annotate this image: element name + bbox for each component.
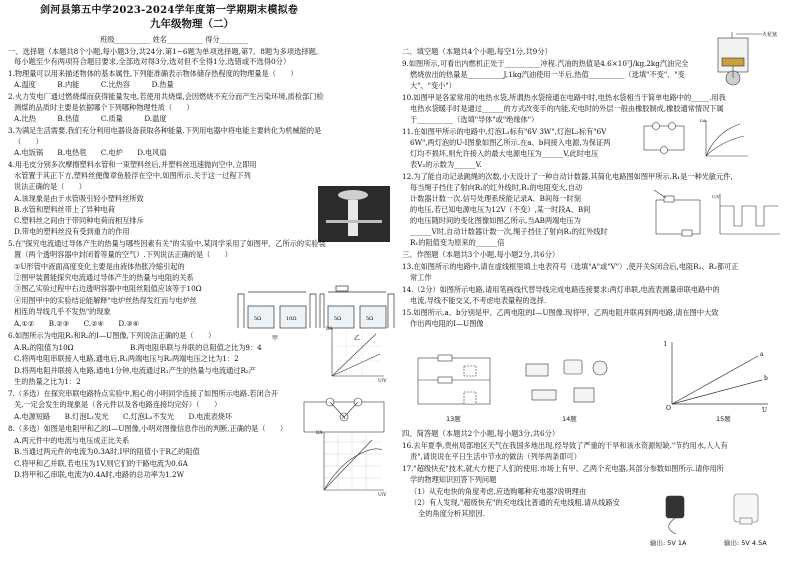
svg-text:U/V: U/V: [378, 379, 387, 384]
svg-text:I/A: I/A: [316, 431, 323, 436]
svg-text:a: a: [760, 351, 764, 358]
section-1-note: 每小题至少有两项符合题目要求,全部选对得3分,选对但不全得1分,选错或不选得0分）: [14, 57, 291, 66]
svg-text:I: I: [664, 341, 667, 348]
section-3-title: 三、作图题（本题共3个小题,每小题2分,共6分）: [402, 250, 560, 259]
question-12-cont4: 的电压随时间的变化图像如图乙所示,当AB两端电压为: [410, 216, 581, 225]
question-13-cont: 常工作: [410, 273, 432, 282]
charger-yi-figure: [722, 488, 772, 536]
question-5: 5.在"探究电流通过导体产生的热量与哪些因素有关"的实验中,某同学采用了如图甲、乙所示的实验装: [8, 239, 326, 248]
question-5-options: A.①② B.②③ C.②④ D.③④: [14, 319, 140, 328]
ui-graph-q11: [700, 118, 750, 162]
figure-label-yi: 乙: [354, 335, 361, 342]
svg-text:U/V: U/V: [378, 493, 387, 498]
voltage-time-graph-q12: [712, 192, 782, 242]
question-5-item-4: ④用图甲中的实验结论能解释"电炉丝热得发红而与电炉丝: [14, 296, 197, 305]
student-fields: 班级__________ 姓名__________ 得分________: [100, 35, 249, 44]
question-8-option-a: A.两元件中的电流与电压成正比关系: [14, 436, 130, 445]
question-9-cont2: 大"、"变小"）: [410, 81, 456, 90]
question-6-option-d: D.将两电阻并联接入电路,通电1分钟,电流通过R₁产生的热量与电流通过R₂产: [14, 366, 256, 375]
question-2: 2.火力发电厂通过燃烧煤而获得能量发电,若使用共烧煤,会因燃烧不充分而产生污染环境,质检部门检: [8, 92, 324, 101]
circuit-q13: [414, 352, 494, 410]
question-17-part-1: （1）从充电快的角度考虑,应选购哪种充电器?说明理由: [410, 487, 587, 496]
section-4-title: 四、简答题（本题共2个小题,每小题3分,共6分）: [402, 429, 560, 438]
question-11-cont: 6W",两灯泡的U-I图象如图乙所示.在a、b间接入电源,为保证两: [410, 138, 611, 147]
question-7-options: A.电源短路 B.灯泡L₁发光 C.灯泡L₂不发光 D.电流表烧坏: [14, 412, 233, 421]
question-16: 16.去年夏季,贵州局部地区天气在我国多地出现,经导致了严重的干旱和该水资源短缺."节约用水,人人有: [402, 441, 728, 450]
question-8-option-b: B.当通过两元件的电流为0.3A时,I甲的阻值小于R乙的阻值: [14, 447, 200, 456]
iu-graph-q8: [316, 430, 388, 496]
question-1: 1.物理量可以用来描述物体的基本属性,下列能准确表示物体储存热程度的物理量是（ ）: [8, 69, 298, 78]
question-5-item-3: ③图乙实验过程中右边透明容器中电阻丝阻值应该等于10Ω: [14, 284, 202, 293]
question-4-cont2: 说法正确的是（ ）: [14, 182, 86, 191]
question-5-item-1: ①U形管中液面高度变化主要是由液体热胀冷缩引起的: [14, 262, 185, 271]
question-15: 15.如图所示,a、b分别是甲、乙两电阻的I—U图像.现将甲、乙两电阻并联再到两电路,请在图中大致: [402, 308, 719, 317]
question-6-option-b: B.两电阻串联与并联的总阻值之比为9：4: [130, 343, 262, 352]
question-7-cont: 关,一定会发生的现象是（各元件以及各电路连接均完好）（ ）: [14, 400, 222, 409]
question-3: 3.为满足生活需要,我们充分利用电器设备获取各种能量.下列用电器中将电能主要转化为机械能的是: [8, 126, 322, 135]
svg-text:b: b: [764, 375, 768, 382]
question-4-option-d: D.带电的塑料丝没有受到重力的作用: [14, 227, 130, 236]
question-6-option-c: C.将两电阻串联接入电路,通电后,R₁两端电压与R₂两端电压之比为1：2: [14, 354, 239, 363]
caption-14: 14题: [562, 415, 577, 423]
question-2-options: A.比热 B.热值 C.质量 D.温度: [14, 114, 167, 123]
question-12-cont3: 的电压,若已知电源电压为12V（不变）,某一时段A、B间: [410, 205, 591, 214]
question-17: 17."超级快充"技术,就大方便了人们的使用.市场上有甲、乙两个充电器,其部分参数如图所示.请你用所: [402, 464, 724, 473]
question-14: 14.（2分）如图所示电路,请用笔画线代替导线完成电路连接要求:两灯串联,电流表测量串联电路中的: [402, 285, 720, 294]
svg-text:U/V: U/V: [712, 194, 720, 199]
question-11-cont2: 灯均不损坏,则允许接入的最大电源电压为______V,此时电压: [410, 149, 599, 158]
caption-13: 13题: [446, 415, 461, 423]
svg-text:O: O: [666, 405, 671, 412]
svg-text:10Ω: 10Ω: [286, 316, 297, 322]
question-10: 10.如图甲是各家常用的电热水袋,所谓热水袋接通在电路中时,电热水袋相当于简单电路中的_____.用我: [402, 93, 726, 102]
charger-jia-figure: [652, 488, 702, 536]
circuit-q11: [640, 120, 690, 156]
question-8: 8.（多选）如图是电阻甲和乙的I—U图像,小明对图像信息作出的判断,正确的是（ ）: [8, 424, 288, 433]
svg-text:5Ω: 5Ω: [254, 316, 262, 322]
question-12-cont5: ______V时,自动计数器计数一次,绳子挡住了射向R₁的红外线时: [410, 227, 608, 236]
engine-figure: [704, 28, 788, 88]
question-16-cont: 责",请说说在平日生活中节水的做法（列举两条即可）: [410, 452, 581, 461]
counter-circuit-q12: [652, 186, 706, 242]
question-3-cont: （ ）: [14, 137, 43, 146]
iu-graph-q6: [326, 326, 388, 382]
question-5-item-2: ②图甲装置能探究电流通过导体产生的热量与电阻的关系: [14, 273, 194, 282]
caption-15: 15题: [716, 415, 731, 423]
question-7: 7.（多选）在探究串联电路特点实验中,粗心的小明同学连接了如图所示电路.若闭合开: [8, 389, 279, 398]
question-8-option-c: C.将甲和乙并联,若电压为1V,则它们的干路电流为0.6A: [14, 459, 188, 468]
octopus-photo: [318, 186, 390, 242]
section-2-title: 二、填空题（本题共4个小题,每空1分,共9分）: [402, 47, 552, 56]
question-9-cont: 燃烧放出的热量是__________J,1kg汽油使用一半后,热值__________（选填"不变"、"变: [410, 70, 685, 79]
question-11-cont3: 表V₂的示数为______V.: [410, 160, 482, 169]
question-13: 13.在如图所示的电路中,请在虚线框里填上电表符号（选填"A"或"V"）,使开关S闭合后,电阻R₁、R₂都可正: [402, 262, 739, 271]
svg-text:A: A: [342, 416, 346, 421]
question-10-cont2: 于__________（选填"导体"或"绝缘体"）: [410, 115, 539, 124]
svg-text:5Ω: 5Ω: [366, 316, 374, 322]
question-6-option-a: A.R₂的阻值为10Ω: [14, 343, 74, 352]
question-15-cont: 作出两电阻的I—U图像: [410, 319, 484, 328]
exam-title: 剑河县第五中学2023-2024学年度第一学期期末模拟卷: [40, 5, 299, 16]
charger-yi-label: 输出: 5V 4.5A: [724, 539, 767, 547]
question-17-part-2-cont: 全的角度分析其原因.: [418, 509, 485, 518]
question-12: 12.为了能自动记录跳绳的次数,小天设计了一种自动计数器,其简化电路图如图甲所示.R₁是一种光敏元件,: [402, 172, 733, 181]
svg-text:I/A: I/A: [326, 327, 333, 332]
question-12-cont6: R₁的阻值变为原来的______倍: [410, 238, 505, 247]
question-17-cont: 学的物理知识回答下列问题: [410, 475, 497, 484]
question-1-options: A.温度 B.内能 C.比热容 D.热量: [14, 80, 174, 89]
question-6-option-d-cont: 生的热量之比为1：2: [14, 377, 81, 386]
svg-text:U: U: [762, 407, 768, 414]
question-11: 11.在如图甲所示的电路中,灯泡L₁标有"6V 3W",灯泡L₂标有"6V: [402, 127, 607, 136]
charger-jia-label: 输出: 5V 1A: [650, 539, 687, 547]
question-9: 9.如图所示,可看出内燃机正处于__________冲程.汽油的热值是4.6×10⁷J/kg,2kg汽油完全: [402, 59, 689, 68]
question-5-cont: 置（两个透明容器中封闭着等量的空气）.下列说法正确的是（ ）: [14, 250, 232, 259]
question-17-part-2: （2）有人发现,"超级快充"的充电线比普通的充电线粗.请从线路安: [410, 498, 620, 507]
question-3-options: A.电饭锅 B.电热毯 C.电炉 D.电风扇: [14, 148, 167, 157]
components-q14: [522, 356, 622, 412]
question-6: 6.如图所示为电阻R₁和R₂的I—U图像,下列说法正确的是（ ）: [8, 331, 216, 340]
figure-label-jia: 甲: [272, 335, 279, 342]
section-1-title: 一、选择题（本题共8个小题,每小题3分,共24分.第1~6题为单项选择题,第7、8题为多项选择题,: [8, 47, 319, 56]
question-14-cont: 电流,导线不能交叉,不考虑电表量程的选择.: [410, 296, 547, 305]
question-10-cont: 电热水袋暖手时是通过______的方式改变手的内能,充电时的外层一般由橡胶制成,橡胶通常情况下属: [410, 104, 724, 113]
question-4-option-c: C.塑料丝之间由于带同种电荷而相互排斥: [14, 216, 144, 225]
question-4-option-a: A.该现象是由于水管吸引轻小塑料丝所致: [14, 194, 144, 203]
question-8-option-d: D.将甲和乙串联,电流为0.4A时,电路的总功率为1.2W: [14, 470, 184, 479]
question-5-item-4-cont: 相连的导线几乎不发热"的现象: [14, 307, 111, 316]
iu-graph-q15: [662, 338, 772, 412]
question-4-cont: 水管置于其正下方,塑料丝便像章鱼般浮在空中,如图所示.关于这一过程下列: [14, 171, 251, 180]
svg-text:I/A: I/A: [700, 118, 706, 123]
question-12-cont2: 计数器计数一次.信号处理系统能记录A、B间每一时刻: [410, 194, 581, 203]
question-4: 4.用毛皮分别多次摩擦塑料水管和一束塑料丝后,并塑料丝迅速抛向空中,立即用: [8, 160, 257, 169]
spark-plug-label: 火花塞: [762, 32, 778, 38]
question-12-cont: 每当绳子挡住了射向R₁的红外线时,R₁的电阻变大,自动: [410, 183, 583, 192]
exam-subtitle: 九年级物理（二）: [150, 18, 234, 30]
question-4-option-b: B.水管和塑料丝带上了异种电荷: [14, 205, 116, 214]
svg-text:5Ω: 5Ω: [334, 316, 342, 322]
question-2-cont: 测煤的品质时主要是依据哪个下列哪种物理性质（ ）: [14, 103, 194, 112]
